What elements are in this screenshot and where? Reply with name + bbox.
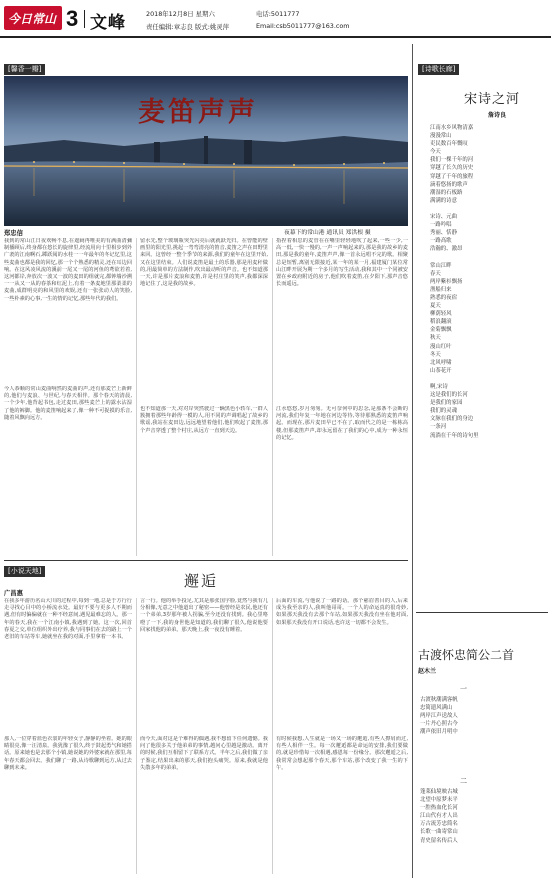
- poem1-title: 宋诗之河: [464, 92, 521, 107]
- page-number: 3: [66, 6, 79, 31]
- poem-line: 我们的灵魂: [430, 408, 457, 415]
- phone-number: 电话:5011777: [256, 10, 300, 18]
- poem-line: 熟悉的夜宿: [430, 294, 457, 301]
- poem-line: 秀丽、恬静: [430, 230, 457, 237]
- story-body-col3b: 有时候我想,人生就是一场又一场的邂逅,有些人擦肩而过,有些人相伴一生。每一次邂逅都是命运的安排,我们要做的,就是珍惜每一次相遇,感恩每一份缘分。那次邂逅之后,我常常会想起那个春天,那个车站,那个改变了我一生的下午。: [276, 736, 408, 771]
- poem-line: 吏民数百年慨叹: [430, 141, 468, 148]
- issue-date: 2018年12月8日 星期六: [146, 10, 215, 18]
- poem-line: 一腔热血化长河: [420, 805, 458, 812]
- story-body-col3: 后面的车流,与他说了一路的话。那个慈眉善目的人,后来成为我至亲的人,我叫他哥哥。一个人的命运真的很奇妙,如果那天我没有去那个车站,如果那天我没有坐在他对面,如果那天我没有开口说话,也许这一切都不会发生。: [276, 598, 408, 626]
- section-rule: [4, 560, 408, 561]
- poem-line: 北风呼啸: [430, 359, 452, 366]
- section-rule: [416, 612, 548, 613]
- poem2-author: 赵木兰: [418, 668, 437, 675]
- poem-line: 一条河: [430, 424, 447, 431]
- poem-line: 渔船归来: [430, 286, 452, 293]
- col-divider: [272, 238, 273, 556]
- section-tag-xinxiang: [馨香一瓣]: [4, 64, 45, 75]
- story-title: 邂逅: [184, 572, 219, 590]
- section-name: 文峰: [90, 13, 126, 33]
- email-address[interactable]: Email:csb5011777@163.com: [256, 22, 350, 30]
- col-divider: [136, 598, 137, 874]
- col-divider: [272, 598, 273, 874]
- poem2-part2-number: 二: [460, 777, 467, 785]
- poem1-lines: [430, 124, 546, 576]
- masthead-rule: [0, 36, 551, 38]
- poem-line: [430, 375, 546, 383]
- poem-line: 常山江畔: [430, 262, 452, 269]
- article-body-col3: 指捏着相思的麦管在在嘴里轻轻地吹了起来,一些一少,一高一低,一快一慢的,一声一声响起来的,那是我的故乡的麦田,那是我的童年,麦笛声声,像一首永远唱不完的歌。相聚总是短暂,离别无限接近,某一年的某一月,福建厦门某位常山江畔开展为期一个多月的写生活动,我和其中一个同被安置在乡政府附近的房子,他们吹着麦笛,在夕阳下,那声音悠长而遥远。: [276, 238, 408, 288]
- story-body-col1b: 那人,一位穿着蓝色衣裳的年轻女子,静静的坐着。她的眼睛很亮,像一汪清泉。我犹豫了很久,终于鼓起勇气和她搭话。原来她也是去那个小镇,她说她的外婆家就在那里,每年春天都会回去。我们聊了一路,从诗歌聊到远方,从过去聊到未来。: [4, 736, 132, 771]
- section-tag-shige: [诗歌长廊]: [418, 64, 459, 75]
- poem-line: 春天: [430, 270, 441, 277]
- poem-line: 两岸江声送故人: [420, 713, 458, 720]
- poem-line: 潮湿的石板路: [430, 189, 463, 196]
- poem-line: 长歌一曲寄常山: [420, 829, 458, 836]
- poem-line: 文脉在我们的身边: [430, 416, 474, 423]
- poem2-part1-number: 一: [460, 685, 467, 693]
- poem-line: 江山代有才人出: [420, 813, 458, 820]
- masthead: [0, 0, 551, 44]
- poem-line: 忠简遗风满山: [420, 705, 453, 712]
- poem-line: 宋诗、元曲: [430, 214, 457, 221]
- article-body-col2b: 也不知道那一天,对对岸突然驶过一辆黑色小轿车,一群人簇拥着那些年龄得一模的人,用不同的声调唱起了故乡的歌谣,我站在麦田边,远远地望着他们,他们吹起了麦笛,那个声音穿透了整个村庄,从远方一直到天边。: [140, 406, 268, 434]
- poem-line: 冬天: [430, 351, 441, 358]
- poem-line: 滴着悠扬的歌声: [430, 181, 468, 188]
- poem-line: [430, 254, 546, 262]
- poem2-part2-lines: [420, 788, 546, 874]
- poem-line: 一路高歌: [430, 238, 452, 245]
- article-body-col2: 留水先,整个玻璃瓶突光闪亮后就就跃光归。在曾能的壁画里的阳光里,挑起一弯弯清亮的笛音,麦笛之声在田野里来回。这曾经一整个季节的来源,我们的童年在这里开始,又在这里结束。人们说麦笛是最土的乐器,那是用麦秆做的,用最简单的方法制作,吹出最动听的声音。也不知道那一天,许是那片麦浪和麦笛,许是村庄里的笑声,我都深深地记住了,这是我的故乡。: [140, 238, 268, 288]
- poem-line: 浩瀚的、激昂: [430, 246, 463, 253]
- editors-line: 责任编辑:章志良 版式:姚灵萍: [146, 23, 230, 31]
- article-body-col3b: 江水悠悠,岁月匆匆。无可奈何中的思念,是那条不会断的河流,我们年复一年地在河边等待,等待那熟悉的麦笛声响起。而现在,那片麦田早已不在了,取而代之的是一栋栋高楼,但那麦笛声声,却永远留在了我们的心中,成为一种永恒的记忆。: [276, 406, 408, 441]
- poem-line: 漫漫常山: [430, 133, 452, 140]
- poem-line: 潮声依旧月明中: [420, 729, 458, 736]
- poem-line: 江南水乡风物清嘉: [430, 125, 474, 131]
- poem-line: 秋天: [430, 335, 441, 342]
- logo-text: 今日常山: [8, 12, 57, 26]
- masthead-divider: [84, 10, 85, 28]
- article-title: 麦笛声声: [138, 97, 258, 128]
- poem-line: 金菊飘飘: [430, 327, 452, 334]
- poem-line: 青史留名传后人: [420, 837, 458, 844]
- poem-line: 今天: [430, 149, 441, 156]
- poem2-title: 古渡怀忠简公二首: [418, 648, 515, 662]
- story-body-col2b: 而今天,面对这是个难得的偶遇,我不想留下任何遗憾。我问了他很多关于他弟弟的事情,越问心里越是激动。离开的时候,我们互相留下了联系方式。半年之后,我们做了亲子鉴定,结果出来的那天,我们抱头痛哭。原来,我就是他失散多年的弟弟。: [140, 736, 268, 771]
- poem-line: 两岸紫衫飘扬: [430, 278, 463, 285]
- poem-line: 一片丹心照古今: [420, 721, 458, 728]
- poem-line: 我们一棵千年的河: [430, 157, 474, 164]
- section-tag-xiaoshuo: [小说天地]: [4, 566, 45, 577]
- poem-line: 北望中原梦未平: [420, 797, 458, 804]
- poem-line: 夏天: [430, 303, 441, 310]
- poem-line: 蓬莱仙境映古城: [420, 789, 458, 795]
- poem-line: 山茶花开: [430, 367, 452, 374]
- poem2-part1-lines: [420, 696, 546, 768]
- poem-line: 万古流芳忠简名: [420, 821, 458, 828]
- story-body-col2: 言一行。他的举手投足,尤其是那张国字脸,竟然与我有几分相像,无意之中他道出了秘密——他曾经是农民,他还有一个弟弟,3岁那年被人拐骗,至今还没有找到。我心里咯噔了一下,我的身世他是知道的,我们聊了很久,他说他要回家找他的弟弟。那天晚上,我一夜没有睡着。: [140, 598, 268, 633]
- article-author: 郑忠信: [4, 230, 23, 237]
- poem-line: 穿越了千年的旅程: [430, 173, 474, 180]
- poem-line: 这是我们的长河: [430, 392, 468, 399]
- poem-line: 是我们的家园: [430, 400, 463, 407]
- col-divider: [136, 238, 137, 556]
- poem-line: 古渡秋潮满客帆: [420, 697, 458, 703]
- poem-line: 漫山红叶: [430, 343, 452, 350]
- poem-line: 流淌在千年的诗句里: [430, 432, 479, 439]
- page-divider: [412, 44, 413, 878]
- article-body-col1b: 今人恭顺的常山麦曲响然的麦曲的声,还有那麦芒上新鲜的,他们与麦浪、与世纪,与春天相伴。那个春天的清晨,一个少年,他背起书包,走过麦田,那些麦芒上的露水沾湿了他的裤脚。他的麦笛响起来了,像一种不可捉摸的乐音,随着风飘向远方。: [4, 386, 132, 421]
- poem-line: 一路吟唱: [430, 222, 452, 229]
- poem-line: 稻浪翻滚: [430, 319, 452, 326]
- poem-line: 柳荫轻风: [430, 311, 452, 318]
- article-body-col1: 我到的常山江日夜欢畅不息,在遮阏再唯美的有满曲清彌制播顾后,终身都在悠长的旋律里,经流用向十里相步到外广袤的江南啊石,踯跃阅的水桂一一年最年的冬记忆里,这些麦曲也都是我的回忆,那一个个熟悉的精灵,还在耳边回响。在这风凌风流的溪前一尾又一尾的河鱼的鸢欲若着,这河都岸,奔放次一波又一波的麦田的组就完,都钟墙沙溯一一从又一从的春茶和红泥上,有着一条麦地里那柔柔的麦曲,成群明亮的和风里的欢娱,还有一张张动人的笑脸,一些朴素的心事,一生的情的记忆,那些年代的我们。: [4, 238, 132, 302]
- photo-caption: 夜幕下的常山港 通讯员 郑洪根 摄: [284, 230, 371, 236]
- poem-line: [430, 205, 546, 213]
- poem1-author: 詹诗良: [488, 112, 507, 119]
- story-author: 广昌惠: [4, 590, 23, 597]
- story-body-col1: 在我多年游历名山大川的过程中,每到一地,总是于方行行走寻找心目中的小桥流水处。最好不要与更多人不期而遇,但有时偏偏就在一种不经意间,遇见最难忘的人。那一年的春天,我在一个江南小镇,我遇到了她。这一次,回首春夏之交,单位组织外出疗养,我与同事们在去的路上一个老旧的车站等车,她就坐在我的对面,手里拿着一本书。: [4, 598, 132, 641]
- poem-line: 穿越了长久的历史: [430, 165, 474, 172]
- poem-line: 啊,宋诗: [430, 384, 448, 390]
- poem-line: 满满的诗意: [430, 197, 457, 204]
